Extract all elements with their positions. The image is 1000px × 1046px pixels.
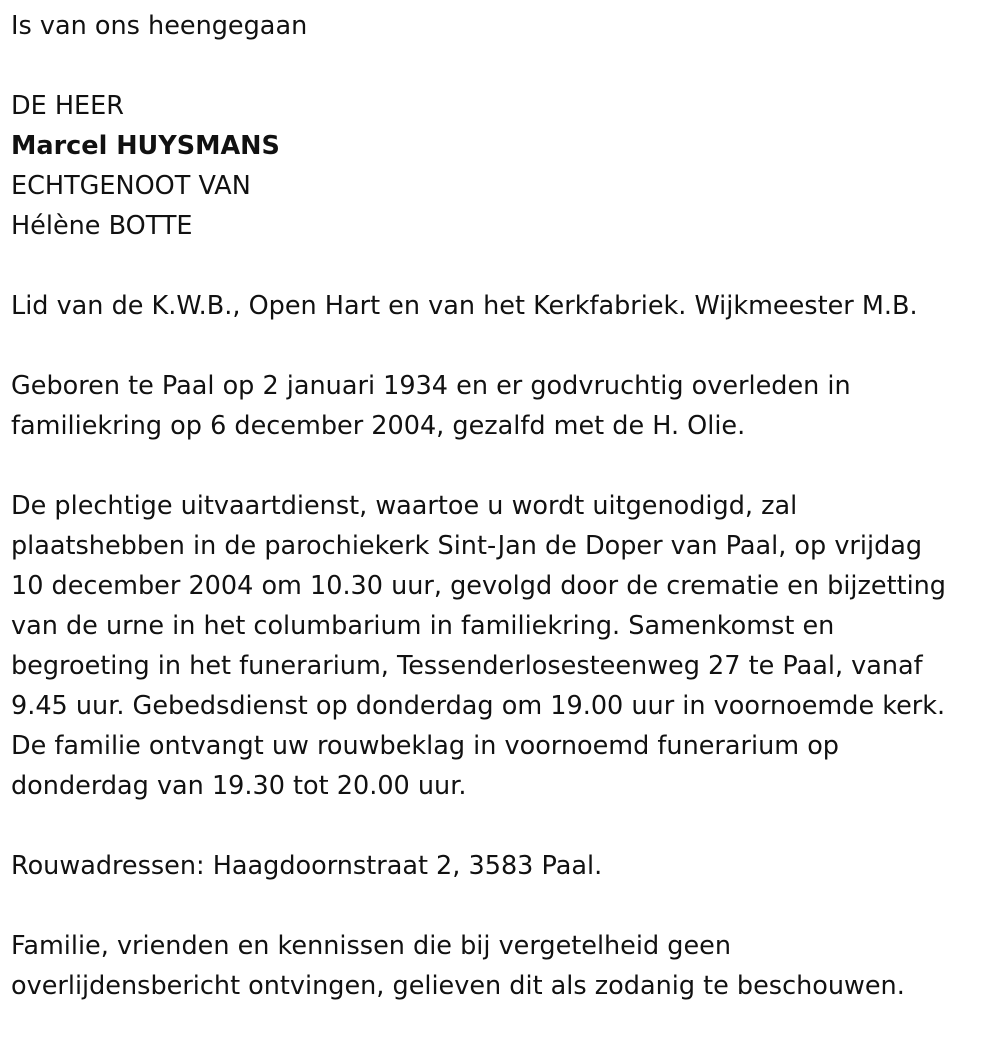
paragraph-line: Geboren te Paal op 2 januari 1934 en er godvruchtig overleden in (11, 371, 851, 401)
paragraph-line: overlijdensbericht ontvingen, gelieven dit als zodanig te beschouwen. (11, 971, 905, 1001)
spacer (11, 806, 996, 846)
title-prefix: DE HEER (11, 91, 124, 121)
spacer (11, 326, 996, 366)
spouse-name: Hélène BOTTE (11, 211, 193, 241)
paragraph-line: De familie ontvangt uw rouwbeklag in voornoemd funerarium op (11, 731, 839, 761)
obituary-document (11, 0, 996, 1006)
paragraph-line: De plechtige uitvaartdienst, waartoe u wordt uitgenodigd, zal (11, 491, 798, 521)
spacer (11, 886, 996, 926)
closing-paragraph (11, 926, 996, 1006)
paragraph-line: Familie, vrienden en kennissen die bij vergetelheid geen (11, 931, 731, 961)
paragraph-line: 10 december 2004 om 10.30 uur, gevolgd door de crematie en bijzetting (11, 571, 946, 601)
spacer (11, 446, 996, 486)
service-paragraph (11, 486, 996, 806)
paragraph-line: 9.45 uur. Gebedsdienst op donderdag om 19.00 uur in voornoemde kerk. (11, 691, 946, 721)
spacer (11, 46, 996, 86)
paragraph-line: begroeting in het funerarium, Tessenderlosesteenweg 27 te Paal, vanaf (11, 651, 923, 681)
intro-text: Is van ons heengegaan (11, 11, 308, 41)
birth-death-paragraph (11, 366, 996, 446)
membership-text: Lid van de K.W.B., Open Hart en van het Kerkfabriek. Wijkmeester M.B. (11, 291, 918, 321)
relation-label: ECHTGENOOT VAN (11, 171, 251, 201)
deceased-name: Marcel HUYSMANS (11, 131, 280, 161)
paragraph-line: van de urne in het columbarium in familiekring. Samenkomst en (11, 611, 835, 641)
paragraph-line: donderdag van 19.30 tot 20.00 uur. (11, 771, 467, 801)
paragraph-line: plaatshebben in de parochiekerk Sint-Jan de Doper van Paal, op vrijdag (11, 531, 923, 561)
address-text: Rouwadressen: Haagdoornstraat 2, 3583 Paal. (11, 851, 603, 881)
paragraph-line: familiekring op 6 december 2004, gezalfd met de H. Olie. (11, 411, 746, 441)
spacer (11, 246, 996, 286)
